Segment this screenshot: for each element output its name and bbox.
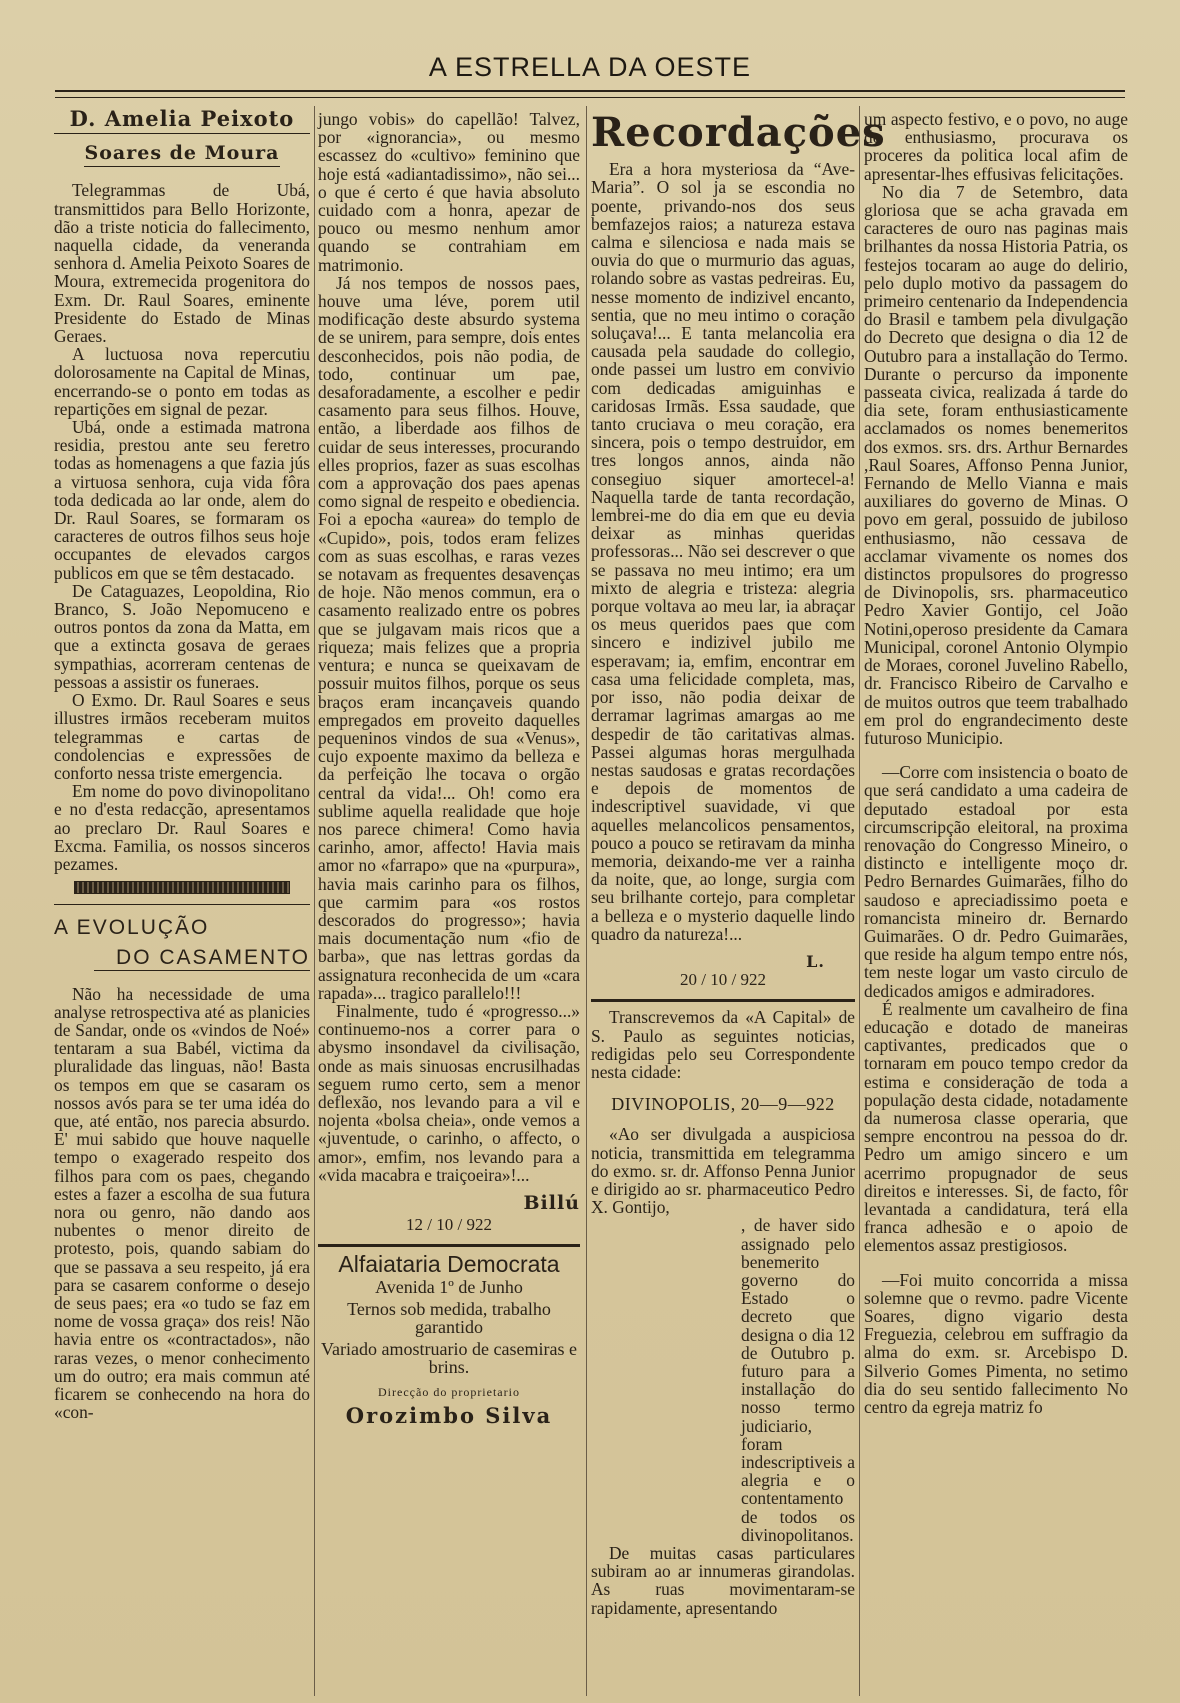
paragraph: um aspecto festivo, e o povo, no auge do enthusiasmo, procurava os proceres da politica local afim de apresentar-lhes effusivas felicitações.	[864, 109, 1128, 184]
paragraph: A luctuosa nova repercutiu dolorosamente na Capital de Minas, encerrando-se o ponto em todas as repartições em signal de pezar.	[54, 344, 310, 419]
column-divider	[314, 106, 315, 1696]
signature: Billú	[523, 1191, 580, 1214]
paragraph: jungo vobis» do capellão! Talvez, por «ignorancia», ou mesmo escassez do «cultivo» feminino que hoje está «adiantadissimo», não sei... o que é certo é que havia absoluto cuidado com a honra, apezar de pouco ou mesmo nenhum amor quando se contrahiam em matrimonio.	[318, 109, 580, 275]
paragraph: De Cataguazes, Leopoldina, Rio Branco, S. João Nepomuceno e outros pontos da zona da Matta, em que a extincta gosava de geraes sympathias, acorreram centenas de pessoas a assistir os funeraes.	[54, 580, 310, 692]
obituary-title: D. Amelia Peixoto	[69, 106, 295, 131]
masthead-rule	[55, 90, 1125, 92]
date: 12 / 10 / 922	[406, 1215, 492, 1235]
masthead: A ESTRELLA DA OESTE	[428, 52, 752, 82]
paragraph: Em nome do povo divinopolitano e no d'esta redacção, apresentamos ao preclaro Dr. Raul Soares e Excma. Familia, os nossos sinceros pezames.	[54, 781, 310, 874]
paragraph: Era a hora mysteriosa da “Ave-Maria”. O sol ja se escondia no poente, privando-nos dos seus bemfazejos raios; a natureza estava calma e silenciosa e nada mais se ouvia do que o murmurio das aguas, rolando sobre as vastas pedreiras. Eu, nesse momento de indizivel encanto, sentia, que no meu intimo o coração soluçava!... E tanta melancolia era causada pela saudade do collegio, onde passei um lustro em convivio com dedicadas amiguinhas e caridosas Irmãs. Essa saudade, que tanto cruciava o meu coração, era sincera, pois o tempo destruidor, em tres longos annos, ainda não consegiuo siquer amortecel-a! Naquella tarde de tanta recordação, lembrei-me do dia em que eu devia deixar as minhas queridas professoras... Não sei descrever o que se passava no meu intimo; era um mixto de alegria e tristeza: alegria porque voltava ao meu lar, ia abraçar os meus queridos paes que com sincero e indizivel jubilo me esperavam; ia, emfim, encontrar em casa uma felicidade completa, mas, por isso, não podia deixar de derramar lagrimas amargas ao me despedir de tão caritativas almas. Passei algumas horas mergulhada nestas saudosas e gratas recordações e depois de momentos de indescriptivel suavidade, vi que aquelles melancolicos pensamentos, pouco a pouco se retiravam da minha memoria, deixando-me ver a rainha da noite, que, ao longe, surgia com seu brilhante cortejo, para completar a belleza e o mysterio daquelle lindo quadro da natureza!...	[591, 159, 855, 944]
article-subtitle: DO CASAMENTO	[116, 946, 310, 970]
paragraph: , de haver sido assignado pelo benemerito governo do Estado o decreto que designa o dia 12 de Outubro p. futuro para a installação do nosso termo judiciario, foram indescriptiveis a alegria e o contentamento de todos os divinopolitanos.	[741, 1215, 855, 1545]
ad-owner: Orozimbo Silva	[345, 1402, 553, 1428]
divider	[54, 904, 310, 905]
divider	[84, 166, 280, 167]
masthead-rule-thin	[55, 97, 1125, 98]
paragraph: Ubá, onde a estimada matrona residia, prestou ante seu feretro todas as homenagens a que fazia jús a virtuosa senhora, cuja vida fôra toda dedicada ao lar onde, alem do Dr. Raul Soares, se formaram os caracteres de outros filhos seus hoje occupantes de elevados cargos publicos em que se têm destacado.	[54, 417, 310, 583]
paragraph: «Ao ser divulgada a auspiciosa noticia, transmittida em telegramma do exmo. sr. dr. Affonso Penna Junior e dirigido ao sr. pharmaceutico Pedro X. Gontijo,	[591, 1124, 855, 1218]
dateline: DIVINOPOLIS, 20—9—922	[611, 1094, 835, 1115]
ad-address: Avenida 1º de Junho	[375, 1276, 523, 1297]
paragraph: —Corre com insistencia o boato de que será candidato a uma cadeira de deputado estadoal por esta circumscripção eleitoral, na proxima renovação do Congresso Mineiro, o distincto e intelligente moço dr. Pedro Bernardes Guimarães, filho do saudoso e apreciadissimo poeta e romancista mineiro dr. Bernardo Guimarães. O dr. Pedro Guimarães, que reside ha algum tempo entre nós, tem neste logar um vasto circulo de dedicados amigos e admiradores.	[864, 762, 1128, 1001]
column-1	[54, 106, 310, 1423]
column-4	[864, 110, 1128, 1416]
article-title: A EVOLUÇÃO	[54, 916, 210, 940]
signature: L.	[806, 951, 825, 971]
ornament-divider	[74, 881, 290, 894]
divider	[591, 999, 855, 1002]
article-title: Recordações	[591, 109, 886, 156]
column-3	[591, 109, 886, 1618]
paragraph: Finalmente, tudo é «progresso...» continuemo-nos a correr para o abysmo insondavel da civilisação, onde as mais sinuosas encrusilhadas seguem rumo certo, sem a menor deflexão, nos levando para a vil e nojenta «bolsa cheia», onde vemos a «juventude, o carinho, o affecto, o amor», emfim, nos levando para a «vida macabra e traiçoeira»!...	[318, 1000, 580, 1185]
column-divider	[586, 106, 587, 1696]
divider	[94, 970, 310, 971]
spacer	[864, 1255, 1128, 1271]
ad-small-text: Direcção do proprietario	[378, 1384, 520, 1399]
divider	[318, 1244, 580, 1247]
date: 20 / 10 / 922	[680, 970, 766, 990]
paragraph: Telegrammas de Ubá, transmittidos para Bello Horizonte, dão a triste noticia do fallecimento, naquella cidade, da veneranda senhora d. Amelia Peixoto Soares de Moura, extremecida progenitora do Exm. Dr. Raul Soares, eminente Presidente do Estado de Minas Geraes.	[54, 180, 310, 347]
ad-line: Variado amostruario de casemiras e brins.	[321, 1339, 577, 1378]
spacer	[864, 747, 1128, 763]
paragraph: De muitas casas particulares subiram ao ar innumeras girandolas. As ruas movimentaram-se rapidamente, apresentando	[591, 1543, 855, 1618]
paragraph: Transcrevemos da «A Capital» de S. Paulo as seguintes noticias, redigidas pelo seu Correspondente nesta cidade:	[591, 1007, 855, 1082]
column-divider	[859, 106, 860, 1696]
paragraph: Já nos tempos de nossos paes, houve uma léve, porem util modificação deste absurdo systema de se unirem, para sempre, dois entes desconhecidos, pois não podia, de todo, continuar um pae, desaforadamente, a escolher e pedir casamento para seus filhos. Houve, então, a liberdade aos filhos de cuidar de seus interesses, procurando elles proprios, fazer as suas escolhas com a approvação dos paes apenas como signal de respeito e obediencia. Foi a epocha «aurea» do templo de «Cupido», pois, todos eram felizes com as suas escolhas, e raras vezes se notavam as frequentes desavenças de hoje. Não menos commun, era o casamento realizado entre os pobres que se julgavam mais ricos que a riqueza; mais felizes que a propria ventura; e nunca se queixavam de possuir muitos filhos, porque os seus braços eram incançaveis quando empregados em proveito daquelles pequeninos vindos de sua «Venus», cujo expoente maximo da belleza e da perfeição lhe tocava o orgão central da vida!... Oh! como era sublime aquella realidade que hoje nos parece chimera! Como havia carinho, amor, affecto! Havia mais amor no «farrapo» que na «purpura», havia mais carinho para os filhos, que carmim para «os rostos descorados do progresso»; havia mais documentação num «fio de barba», que nas lettras gordas da assignatura reconhecida de um «cara rapada»... tragico parallelo!!!	[318, 272, 580, 1003]
paragraph: O Exmo. Dr. Raul Soares e seus illustres irmãos receberam muitos telegrammas e cartas de condolencias e expressões de conforto nessa triste emergencia.	[54, 690, 310, 783]
column-2	[318, 109, 580, 1428]
paragraph: —Foi muito concorrida a missa solemne que o revmo. padre Vicente Soares, digno vigario desta Freguezia, celebrou em suffragio da alma do exm. sr. Arcebispo D. Silverio Gomes Pimenta, no setimo dia do seu sentido fallecimento No centro da egreja matriz fo	[864, 1269, 1128, 1418]
ad-title: Alfaiataria Democrata	[338, 1251, 560, 1278]
divider	[54, 133, 310, 134]
paragraph: Não ha necessidade de uma analyse retrospectiva até as planicies de Sandar, onde os «vindos de Noé» tentaram a sua Babél, victima da pluralidade das linguas, não! Basta os tempos em que se casaram os nossos avós para se ter uma idéa do que, até então, nos parecia absurdo. E' mui sabido que houve naquelle tempo o exagerado respeito dos filhos para com os paes, chegando estes a fazer a escolha de sua futura nora ou genro, não dando aos nubentes o menor direito de protesto, pois, quando sabiam do que se passava a seu respeito, já era para se casarem conforme o desejo de seus paes; era «o tudo se faz em nome de vossa graça» dos reis! Não havia entre os «contractados», não raras vezes, o menor conhecimento um do outro; era mais commun até ficarem se conhecendo na hora do «con-	[54, 983, 310, 1423]
obituary-subtitle: Soares de Moura	[84, 142, 280, 165]
ad-line: Ternos sob medida, trabalho garantido	[347, 1298, 551, 1337]
paragraph: É realmente um cavalheiro de fina educação e dotado de maneiras captivantes, predicados que o tornaram em pouco tempo credor da estima e consideração de toda a população desta cidade, notadamente da numerosa classe operaria, que sempre encontrou na pessoa do dr. Pedro um amigo sincero e um acerrimo propugnador de seus direitos e interesses. Si, de facto, fôr levantada a candidatura, terá ella franca adhesão e o apoio de elementos assaz prestigiosos.	[864, 998, 1128, 1256]
paragraph: No dia 7 de Setembro, data gloriosa que se acha gravada em caracteres de ouro nas paginas mais brilhantes da nossa Historia Patria, os festejos tocaram ao auge do delirio, pelo duplo motivo da passagem do primeiro centenario da Independencia do Brasil e tambem pela divulgação do Decreto que designa o dia 12 de Outubro para a installação do Termo. Durante o percurso da imponente passeata civica, realizada á tarde do dia sete, foram enthusiasticamente acclamados os nomes benemeritos dos exmos. srs. drs. Arthur Bernardes ,Raul Soares, Affonso Penna Junior, Fernando de Mello Vianna e mais auxiliares do governo de Minas. O povo em geral, possuido de jubiloso enthusiasmo, não cessava de acclamar vivamente os nomes dos distinctos propulsores do progresso de Divinopolis, srs. pharmaceutico Pedro Xavier Gontijo, cel João Notini,operoso presidente da Camara Municipal, coronel Antonio Olympio de Moraes, coronel Juvelino Rabello, dr. Francisco Ribeiro de Carvalho e de muitos outros que teem trabalhado em prol do engrandecimento deste futuroso Municipio.	[864, 181, 1128, 748]
